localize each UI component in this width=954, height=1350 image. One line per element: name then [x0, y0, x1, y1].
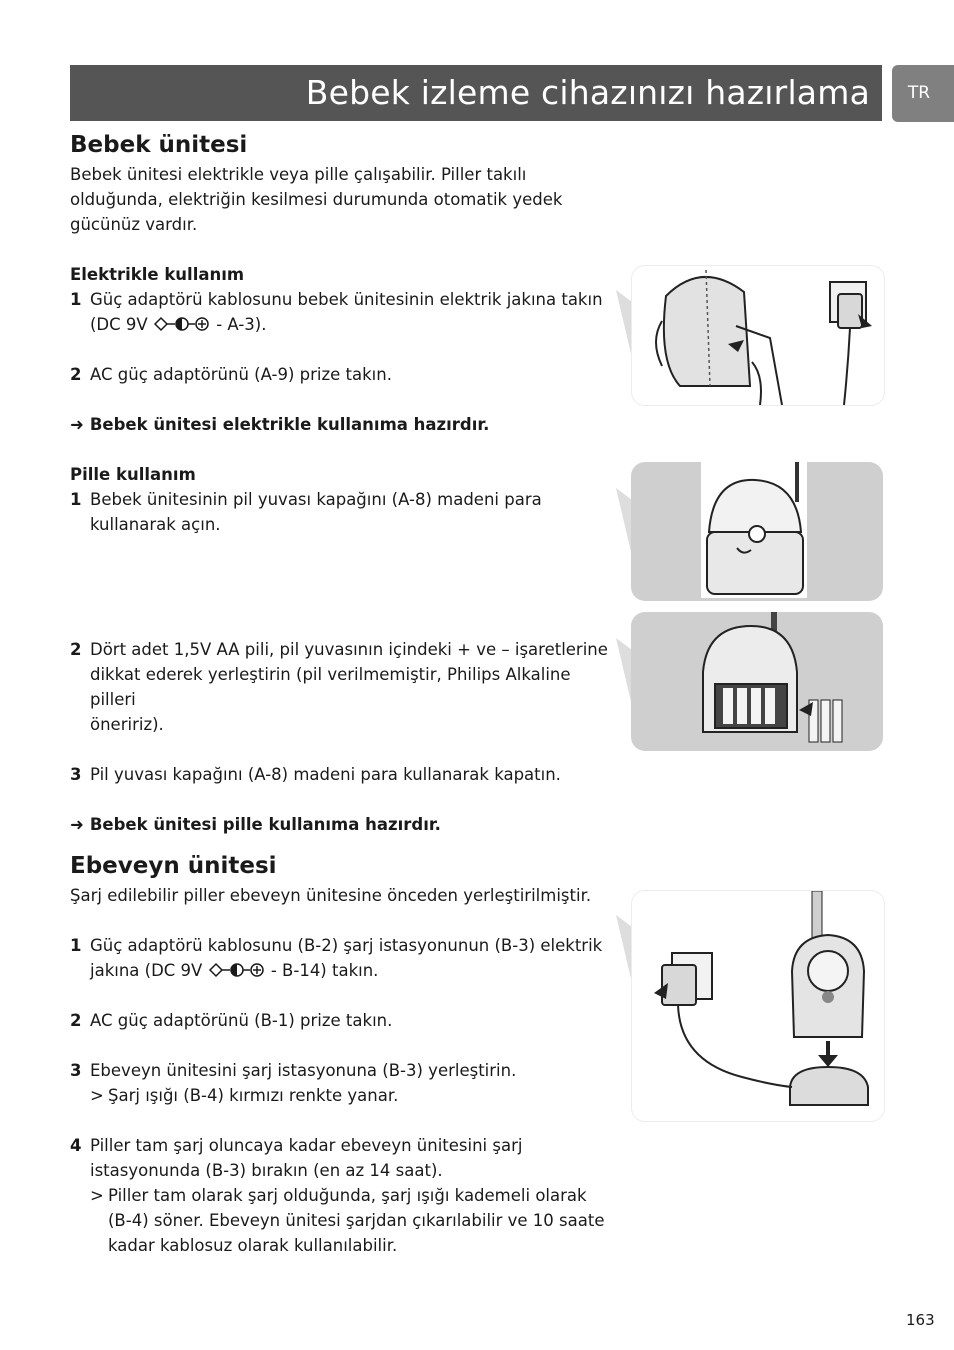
parent-step-1-pre: jakına (DC 9V: [90, 961, 203, 980]
battery-result-text: Bebek ünitesi pille kullanıma hazırdır.: [89, 815, 441, 834]
battery-step-2-line-1: Dört adet 1,5V AA pili, pil yuvasının içindeki + ve – işaretlerine: [90, 640, 608, 659]
battery-step-1-line-2: kullanarak açın.: [90, 515, 221, 534]
battery-step-2: [70, 637, 610, 737]
parent-step-3: [70, 1058, 610, 1083]
parent-step-1-line-1: Güç adaptörü kablosunu (B-2) şarj istasyonunun (B-3) elektrik: [90, 936, 603, 955]
batteries-illustration: [631, 612, 883, 751]
page-number: 163: [906, 1311, 935, 1329]
parent-step-3-note-text: Şarj ışığı (B-4) kırmızı renkte yanar.: [108, 1086, 399, 1105]
battery-step-2-line-3: öneririz).: [90, 715, 164, 734]
charging-station-illustration: [632, 891, 884, 1121]
page-title: Bebek izleme cihazınızı hazırlama: [305, 73, 870, 112]
parent-step-1: [70, 933, 610, 983]
step-number: 1: [70, 936, 82, 955]
step-number: 3: [70, 765, 82, 784]
dc-polarity-icon: [153, 316, 211, 332]
figure-battery-cover-open: [631, 462, 883, 601]
parent-step-1-post: - B-14) takın.: [270, 961, 379, 980]
parent-step-3-note: [70, 1083, 610, 1108]
parent-step-4-line-2: istasyonunda (B-3) bırakın (en az 14 saat).: [90, 1161, 443, 1180]
parent-step-4-line-1: Piller tam şarj oluncaya kadar ebeveyn ünitesini şarj: [90, 1136, 523, 1155]
mains-step-1-pre: (DC 9V: [90, 315, 148, 334]
parent-step-4-note-line-3: kadar kablosuz olarak kullanılabilir.: [108, 1236, 398, 1255]
parent-unit-intro: Şarj edilebilir piller ebeveyn ünitesine önceden yerleştirilmiştir.: [70, 886, 592, 905]
baby-unit-intro-line-2: olduğunda, elektriğin kesilmesi durumunda otomatik yedek: [70, 190, 563, 209]
step-number: 2: [70, 365, 82, 384]
battery-cover-illustration: [631, 462, 883, 601]
battery-result: [70, 812, 610, 837]
language-code: TR: [907, 83, 931, 103]
battery-step-3-text: Pil yuvası kapağını (A-8) madeni para kullanarak kapatın.: [90, 765, 561, 784]
dc-polarity-icon: [208, 962, 266, 978]
parent-step-4-note-line-1: Piller tam olarak şarj olduğunda, şarj ışığı kademeli olarak: [108, 1186, 587, 1205]
parent-step-4-note-line-2: (B-4) söner. Ebeveyn ünitesi şarjdan çıkarılabilir ve 10 saate: [108, 1211, 605, 1230]
battery-step-1-line-1: Bebek ünitesinin pil yuvası kapağını (A-8) madeni para: [90, 490, 542, 509]
note-marker: >: [90, 1086, 104, 1105]
mains-result: [70, 412, 610, 437]
result-arrow-icon: ➜: [70, 415, 84, 434]
parent-step-4-note: [70, 1183, 610, 1258]
battery-subhead: Pille kullanım: [70, 465, 196, 484]
mains-step-1-line-2: [90, 312, 610, 337]
step-number: 1: [70, 490, 82, 509]
baby-unit-adapter-illustration: [632, 266, 884, 405]
baby-unit-heading: Bebek ünitesi: [70, 132, 248, 158]
mains-subhead: Elektrikle kullanım: [70, 265, 245, 284]
step-number: 2: [70, 1011, 82, 1030]
mains-step-1: [70, 287, 610, 337]
mains-step-2-text: AC güç adaptörünü (A-9) prize takın.: [90, 365, 392, 384]
parent-step-4: [70, 1133, 610, 1183]
step-number: 4: [70, 1136, 82, 1155]
figure-insert-batteries: [631, 612, 883, 751]
pointer-wedge-icon: [616, 915, 632, 995]
parent-unit-heading: Ebeveyn ünitesi: [70, 853, 277, 879]
mains-step-1-post: - A-3).: [216, 315, 267, 334]
mains-step-2: [70, 362, 610, 387]
battery-step-3: [70, 762, 610, 787]
pointer-wedge-icon: [616, 488, 632, 568]
pointer-wedge-icon: [616, 290, 632, 370]
figure-baby-unit-mains: [631, 265, 885, 406]
parent-step-2-text: AC güç adaptörünü (B-1) prize takın.: [90, 1011, 393, 1030]
parent-step-3-text: Ebeveyn ünitesini şarj istasyonuna (B-3) yerleştirin.: [90, 1061, 517, 1080]
header-bar: [70, 65, 882, 121]
step-number: 3: [70, 1061, 82, 1080]
parent-step-1-line-2: [90, 958, 610, 983]
pointer-wedge-icon: [616, 638, 632, 718]
baby-unit-intro-line-1: Bebek ünitesi elektrikle veya pille çalışabilir. Piller takılı: [70, 165, 527, 184]
figure-parent-unit-charging: [631, 890, 885, 1122]
battery-step-1: [70, 487, 610, 537]
result-arrow-icon: ➜: [70, 815, 84, 834]
parent-step-2: [70, 1008, 610, 1033]
language-tab: [892, 65, 954, 122]
note-marker: >: [90, 1186, 104, 1205]
main-content: [70, 128, 610, 1258]
step-number: 2: [70, 640, 82, 659]
step-number: 1: [70, 290, 82, 309]
mains-result-text: Bebek ünitesi elektrikle kullanıma hazırdır.: [89, 415, 490, 434]
mains-step-1-line-1: Güç adaptörü kablosunu bebek ünitesinin elektrik jakına takın: [90, 290, 603, 309]
baby-unit-intro-line-3: gücünüz vardır.: [70, 215, 198, 234]
battery-step-2-line-2: dikkat ederek yerleştirin (pil verilmemiştir, Philips Alkaline pilleri: [90, 665, 571, 709]
